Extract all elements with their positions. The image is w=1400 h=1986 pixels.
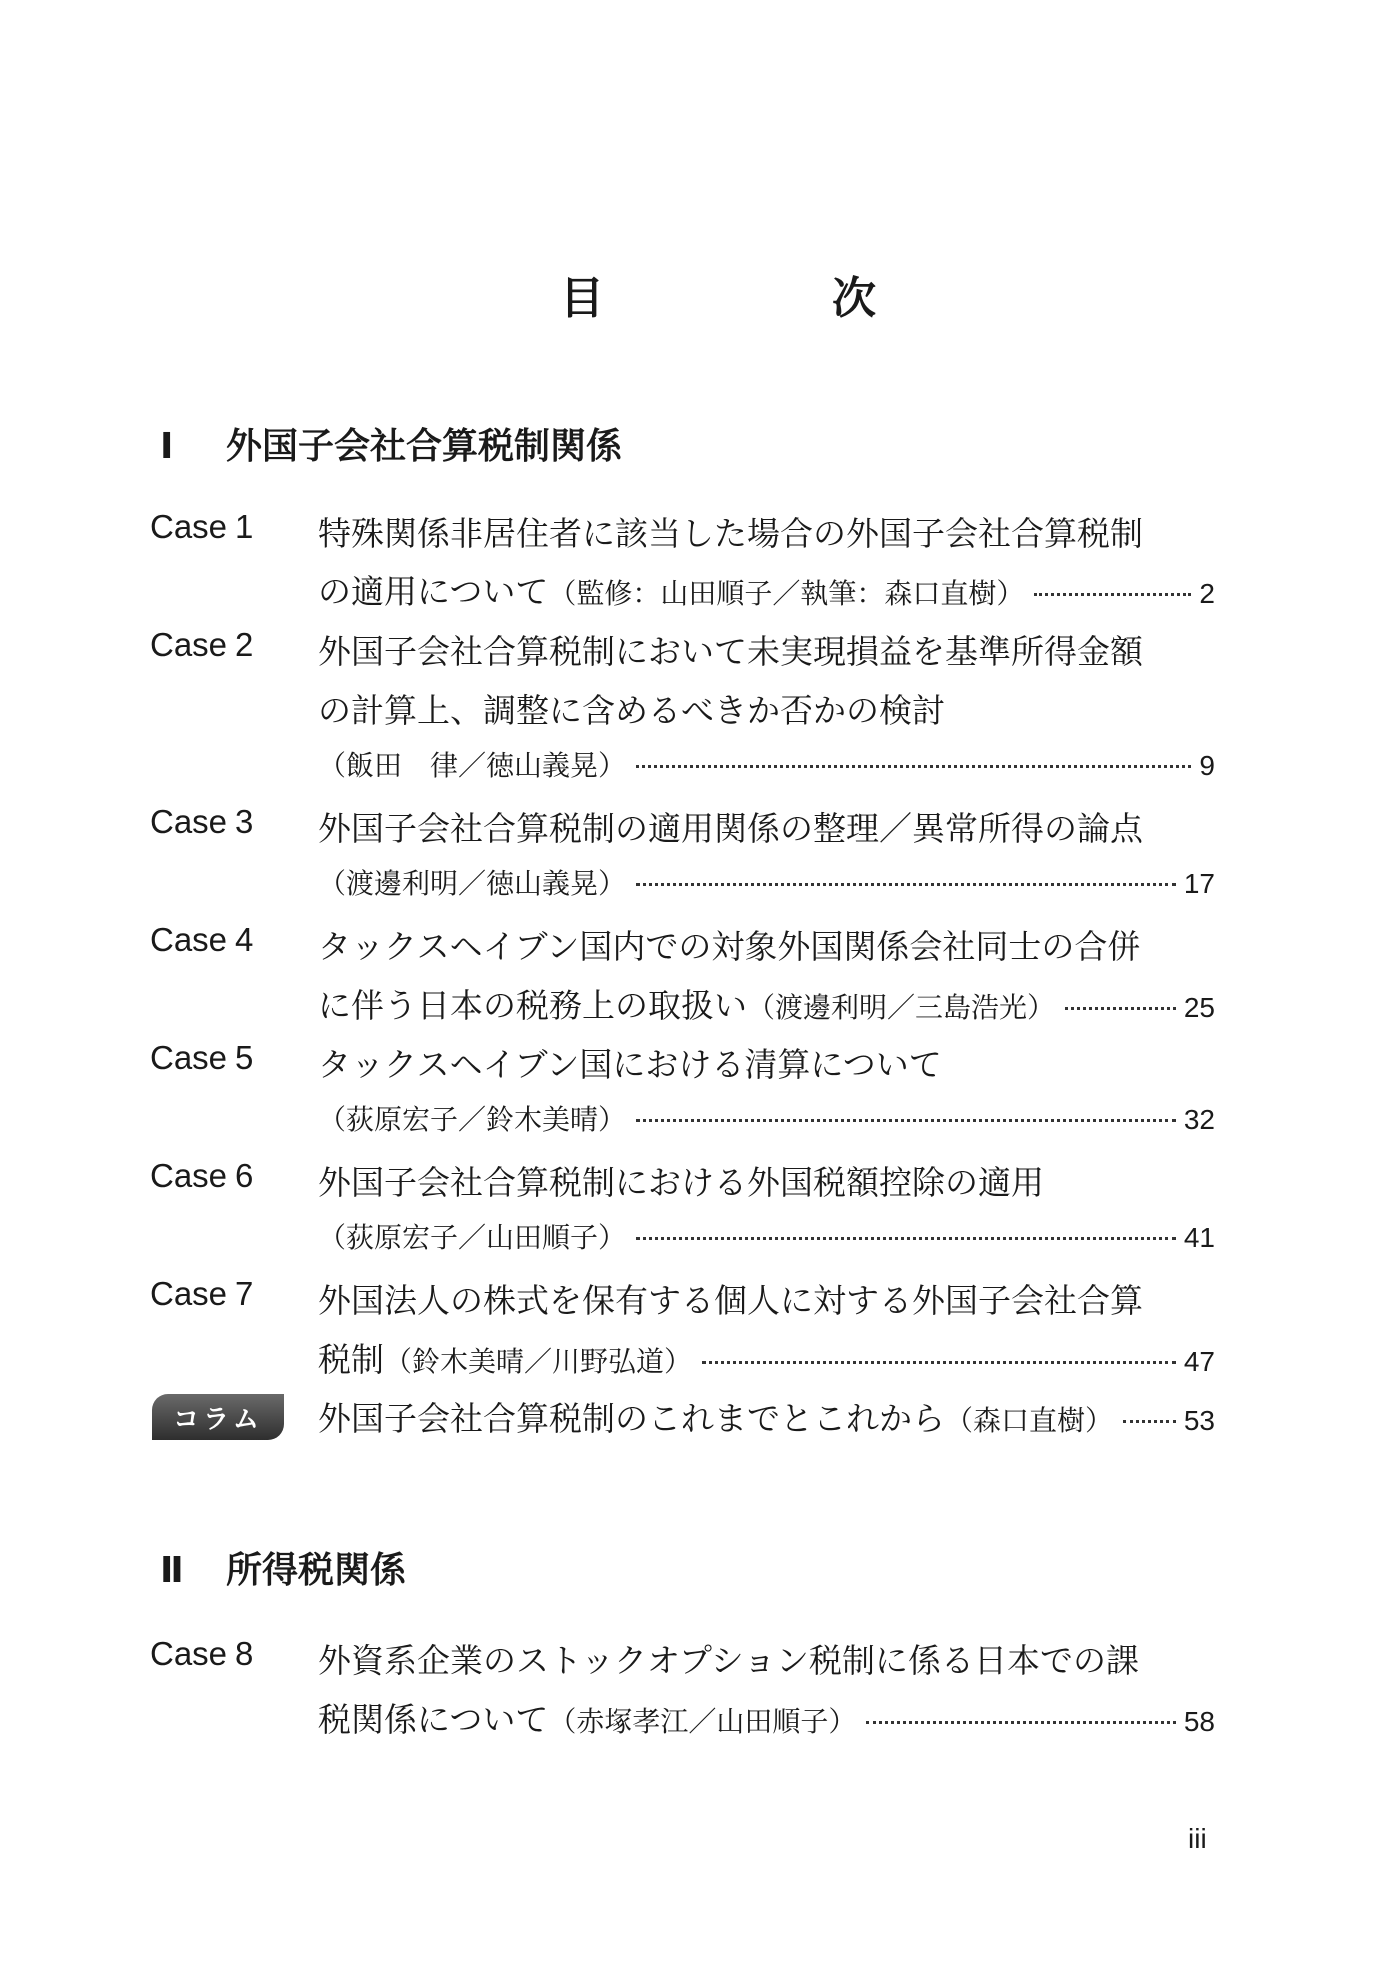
toc-entry-case-2[interactable] (318, 744, 1215, 784)
case-6-page: 41 (1183, 1222, 1215, 1253)
case-number: 2 (235, 626, 254, 663)
dot-leader (1034, 593, 1191, 596)
section-title: 所得税関係 (226, 1550, 407, 1591)
section-heading-2 (160, 1542, 406, 1593)
dot-leader (636, 765, 1191, 768)
case-number: 1 (235, 508, 254, 545)
case-number: 5 (235, 1039, 254, 1076)
toc-entry-case-7[interactable] (318, 1334, 1215, 1381)
toc-entry-column[interactable] (318, 1393, 1215, 1440)
case-word: Case (150, 1635, 228, 1672)
case-word: Case (150, 1157, 228, 1194)
case-2-title-line-2: の計算上、調整に含めるべきか否かの検討 (318, 691, 945, 730)
case-7-title-line-1: 外国法人の株式を保有する個人に対する外国子会社合算 (318, 1281, 1143, 1320)
dot-leader (1123, 1420, 1176, 1423)
case-label-5 (150, 1039, 253, 1077)
section-heading-1 (160, 418, 622, 469)
case-1-title-line-2: の適用について (318, 572, 549, 611)
case-word: Case (150, 803, 228, 840)
case-7-page: 47 (1183, 1346, 1215, 1377)
case-3-page: 17 (1183, 868, 1215, 899)
case-5-authors: （荻原宏子／鈴木美晴） (318, 1103, 627, 1136)
column-badge: コラム (152, 1394, 284, 1440)
dot-leader (702, 1361, 1176, 1364)
case-4-title-line-2: に伴う日本の税務上の取扱い (318, 986, 747, 1025)
toc-entry-case-3[interactable] (318, 862, 1215, 902)
toc-entry-case-4[interactable] (318, 980, 1215, 1027)
case-label-6 (150, 1157, 253, 1195)
dot-leader (636, 1119, 1176, 1122)
case-4-title-line-1: タックスヘイブン国内での対象外国関係会社同士の合併 (318, 927, 1141, 966)
toc-entry-case-6[interactable] (318, 1216, 1215, 1256)
case-3-authors: （渡邊利明／徳山義晃） (318, 867, 627, 900)
case-4-authors: （渡邊利明／三島浩光） (747, 991, 1056, 1024)
case-word: Case (150, 921, 228, 958)
case-3-title-line-1: 外国子会社合算税制の適用関係の整理／異常所得の論点 (318, 809, 1143, 848)
section-title: 外国子会社合算税制関係 (226, 426, 623, 467)
case-number: 3 (235, 803, 254, 840)
dot-leader (1065, 1007, 1176, 1010)
toc-entry-case-5[interactable] (318, 1098, 1215, 1138)
case-number: 6 (235, 1157, 254, 1194)
case-label-4 (150, 921, 253, 959)
dot-leader (866, 1721, 1175, 1724)
case-6-title-line-1: 外国子会社合算税制における外国税額控除の適用 (318, 1163, 1044, 1202)
case-label-8 (150, 1635, 253, 1673)
column-authors: （森口直樹） (945, 1404, 1114, 1437)
case-1-title-line-1: 特殊関係非居住者に該当した場合の外国子会社合算税制 (318, 514, 1143, 553)
case-2-authors: （飯田 律／徳山義晃） (318, 749, 627, 782)
page-title: 目 次 (560, 273, 968, 324)
case-word: Case (150, 508, 228, 545)
case-8-title-line-1: 外資系企業のストックオプション税制に係る日本での課 (318, 1641, 1140, 1680)
case-2-title-line-1: 外国子会社合算税制において未実現損益を基準所得金額 (318, 632, 1143, 671)
case-1-authors: （監修：山田順子／執筆：森口直樹） (548, 577, 1025, 610)
case-8-title-line-2: 税関係について (318, 1700, 549, 1739)
column-title: 外国子会社合算税制のこれまでとこれから (318, 1399, 945, 1438)
case-7-title-line-2: 税制 (318, 1340, 384, 1379)
case-label-2 (150, 626, 253, 664)
toc-entry-case-8[interactable] (318, 1694, 1215, 1741)
case-5-title-line-1: タックスヘイブン国における清算について (318, 1045, 942, 1084)
dot-leader (636, 883, 1176, 886)
case-7-authors: （鈴木美晴／川野弘道） (384, 1345, 693, 1378)
page-number: iii (1188, 1823, 1207, 1854)
dot-leader (636, 1237, 1176, 1240)
column-page: 53 (1183, 1405, 1215, 1436)
section-number: Ⅰ (160, 426, 174, 467)
case-4-page: 25 (1183, 992, 1215, 1023)
case-number: 8 (235, 1635, 254, 1672)
toc-entry-case-1[interactable] (318, 566, 1215, 613)
case-5-page: 32 (1183, 1104, 1215, 1135)
case-8-page: 58 (1183, 1706, 1215, 1737)
case-label-1 (150, 508, 253, 546)
case-2-page: 9 (1199, 750, 1215, 781)
case-word: Case (150, 1039, 228, 1076)
case-word: Case (150, 626, 228, 663)
case-number: 7 (235, 1275, 254, 1312)
case-number: 4 (235, 921, 254, 958)
case-word: Case (150, 1275, 228, 1312)
case-6-authors: （荻原宏子／山田順子） (318, 1221, 627, 1254)
case-1-page: 2 (1199, 578, 1215, 609)
case-label-7 (150, 1275, 253, 1313)
case-8-authors: （赤塚孝江／山田順子） (548, 1705, 857, 1738)
section-number: Ⅱ (160, 1550, 184, 1591)
case-label-3 (150, 803, 253, 841)
